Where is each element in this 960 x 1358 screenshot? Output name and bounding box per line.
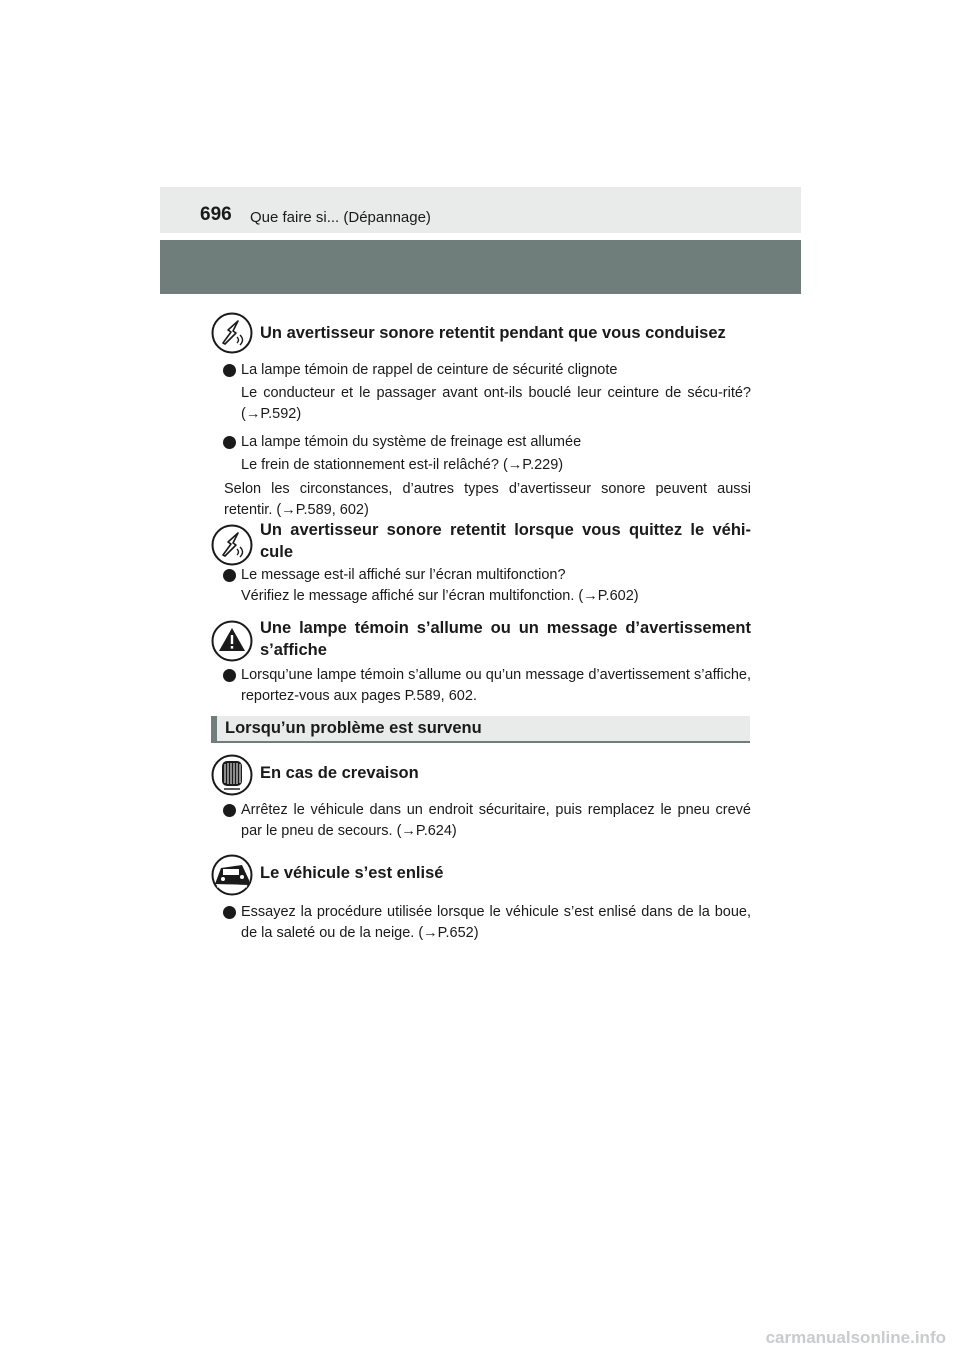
chapter-band — [160, 240, 801, 294]
section-header — [211, 616, 751, 661]
bullet-icon — [223, 436, 236, 449]
section-title: Un avertisseur sonore retentit pendant que vous conduisez — [260, 324, 726, 342]
section-header — [211, 518, 751, 563]
bullet-text: La lampe témoin du système de freinage est allumée — [241, 434, 582, 450]
box-accent-bar — [211, 716, 217, 743]
list-item — [211, 432, 751, 453]
bullet-icon — [223, 669, 236, 682]
bullet-text: Essayez la procédure utilisée lorsque le véhicule s’est enlisé dans de la boue, de la saleté ou de la neige. (→P.652) — [241, 904, 751, 941]
page-number: 696 — [200, 204, 232, 225]
list-item — [211, 800, 751, 842]
bullet-text: La lampe témoin de rappel de ceinture de sécurité clignote — [241, 362, 618, 378]
list-item — [211, 665, 751, 707]
bullet-text: Le message est-il affiché sur l’écran multifonction? — [241, 567, 566, 583]
list-item — [211, 565, 751, 607]
bullet-text: Arrêtez le véhicule dans un endroit sécuritaire, puis remplacez le pneu crevé par le pneu de secours. (→P.624) — [241, 802, 751, 839]
section-header — [211, 312, 751, 356]
bullet-detail: Le frein de stationnement est-il relâché? (→P.229) — [241, 457, 564, 473]
section-title: En cas de crevaison — [260, 764, 419, 782]
bullet-icon — [223, 364, 236, 377]
list-item — [211, 360, 751, 381]
section-header — [211, 852, 751, 896]
section-warning-light — [211, 616, 751, 707]
buzzer-icon — [211, 524, 253, 566]
bullet-detail: Le conducteur et le passager avant ont-ils bouclé leur ceinture de sécu-rité? (→P.592) — [241, 385, 751, 422]
section-header — [211, 754, 751, 798]
stuck-car-icon — [211, 854, 253, 896]
box-heading-label: Lorsqu’un problème est survenu — [225, 719, 482, 737]
bullet-icon — [223, 804, 236, 817]
section-title: Une lampe témoin s’allume ou un message d’avertissement s’affiche — [260, 619, 751, 659]
section-drive-buzzer — [211, 312, 751, 521]
section-title: Le véhicule s’est enlisé — [260, 864, 444, 882]
bullet-text: Lorsqu’une lampe témoin s’allume ou qu’un message d’avertissement s’affiche, reportez-vous aux pages P.589, 602. — [241, 667, 751, 704]
tire-icon — [211, 754, 253, 796]
watermark: carmanualsonline.info — [765, 1328, 946, 1347]
section-leave-buzzer — [211, 518, 751, 607]
header-title: Que faire si... (Dépannage) — [250, 209, 431, 226]
warning-triangle-icon — [211, 620, 253, 662]
bullet-icon — [223, 906, 236, 919]
section-flat-tire — [211, 754, 751, 842]
bullet-icon — [223, 569, 236, 582]
list-item — [211, 902, 751, 944]
problem-box-heading — [211, 716, 750, 743]
section-title: Un avertisseur sonore retentit lorsque vous quittez le véhi-cule — [260, 521, 751, 561]
buzzer-icon — [211, 312, 253, 354]
section-note: Selon les circonstances, d’autres types d’avertisseur sonore peuvent aussi retentir. (→P.589, 602) — [224, 481, 751, 518]
bullet-detail: Vérifiez le message affiché sur l’écran multifonction. (→P.602) — [241, 588, 639, 604]
section-stuck — [211, 852, 751, 944]
